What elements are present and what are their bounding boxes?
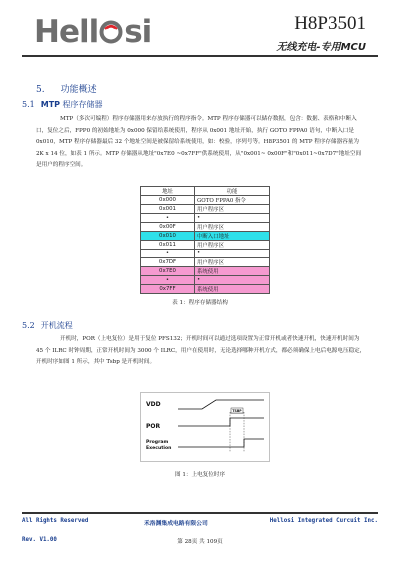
row-address: 0x000 (141, 196, 195, 205)
memory-table-row (141, 276, 270, 285)
row-function: • (195, 214, 270, 223)
memory-table-row (141, 284, 270, 293)
subsection-heading-boot (22, 320, 73, 331)
row-function: 系统使用 (195, 284, 270, 293)
memory-table-row (141, 205, 270, 214)
row-address: 0x010 (141, 231, 195, 240)
row-address: 0x7DF (141, 258, 195, 267)
por-label: POR (146, 423, 161, 430)
section-title: 功能概述 (60, 85, 97, 95)
table-header-address: 地址 (141, 187, 195, 196)
subsection-number: 5.2 (22, 321, 35, 330)
memory-table-row (141, 258, 270, 267)
figure-caption: 图 1：上电复位时序 (174, 472, 226, 478)
footer-revision: Rev. V1.00 (22, 537, 57, 543)
footer-company-cn: 禾洛渊集成电路有限公司 (144, 521, 208, 527)
vdd-label: VDD (146, 401, 161, 408)
logo-text-prefix: Hell (34, 14, 99, 50)
section-heading (36, 82, 97, 95)
subsection-title-bold: MTP (40, 100, 61, 109)
exec-label-line2: Execution (146, 446, 172, 451)
memory-table-row (141, 214, 270, 223)
row-address: • (141, 249, 195, 258)
row-function: 用户程序区 (195, 222, 270, 231)
hellosi-logo (34, 12, 151, 52)
row-function: 系统使用 (195, 267, 270, 276)
tsbp-label: TSBP (232, 409, 242, 413)
row-address: 0x7FF (141, 284, 195, 293)
logo-text-suffix: si (124, 14, 152, 50)
footer-rights: All Rights Reserved (22, 518, 89, 524)
model-number: H8P3501 (294, 13, 366, 34)
table-caption: 表 1：程序存储器结构 (172, 300, 228, 306)
memory-map-table (140, 186, 270, 294)
product-subtitle: 无线充电-专用MCU (276, 42, 366, 53)
subsection-title: 开机流程 (40, 321, 73, 330)
boot-paragraph: 开机时，POR（上电复位）是用于复位 PFS132；开机时间可以通过选项设置为正常开机或者快速开机，快速开机时间为 45 个 ILRC 时钟周期，正常开机时间为 3000 个 ILRC，用户在使用时，无论选择哪种开机方式，都必须确保上电后电源电压稳定，开机时序如图 1 所示，其中 Tsbp 是开机时间。 (36, 336, 366, 365)
logo-o-icon (99, 20, 123, 44)
row-address: • (141, 214, 195, 223)
subsection-heading-mtp (22, 99, 103, 110)
row-function: GOTO FPPA0 指令 (195, 196, 270, 205)
row-function: • (195, 276, 270, 285)
row-function: 中断入口地址 (195, 231, 270, 240)
row-function: • (195, 249, 270, 258)
subsection-number: 5.1 (22, 100, 35, 109)
footer-page-number: 第 28页 共 109页 (177, 539, 223, 545)
section-number: 5. (36, 85, 45, 95)
memory-table-row (141, 267, 270, 276)
row-function: 用户程序区 (195, 205, 270, 214)
row-function: 用户程序区 (195, 240, 270, 249)
table-header-function: 功能 (195, 187, 270, 196)
subsection-title: 程序存储器 (60, 100, 103, 109)
exec-label-line1: Program (146, 440, 169, 445)
row-address: 0x7E0 (141, 267, 195, 276)
power-on-timing-diagram (140, 392, 270, 462)
table-header-row (141, 187, 270, 196)
memory-table-row (141, 240, 270, 249)
row-function: 用户程序区 (195, 258, 270, 267)
row-address: 0x011 (141, 240, 195, 249)
footer-company-en: Hellosi Integrated Curcuit Inc. (269, 518, 378, 524)
memory-table-row (141, 231, 270, 240)
footer-divider (22, 512, 378, 514)
mtp-paragraph: MTP（多次可编程）程序存储器用来存放执行的程序指令。MTP 程序存储器可以储存数据，包含：数据、表格和中断入口，复位之后，FPP0 的初始地址为 0x000 保留给系统使用，程序从 0x001 地址开始，执行 GOTO FPPA0 语句，中断入口是 0x010，MTP 程序存储器最后 32 个地址空间是被保留给系统使用，如：校验，序列号等。H8P3501 的 MTP 程序存储器容量为 2K x 14 位，如表 1 所示。MTP 存储器从地址"0x7E0 ~0x7FF"供系统使用，从"0x001~ 0x00F"和"0x011~0x7D7"地址空间是用户的程序空间。 (36, 116, 362, 168)
row-address: • (141, 276, 195, 285)
memory-table-row (141, 222, 270, 231)
header-divider (22, 55, 378, 57)
memory-table-row (141, 249, 270, 258)
memory-table-row (141, 196, 270, 205)
row-address: 0x001 (141, 205, 195, 214)
row-address: 0x00F (141, 222, 195, 231)
